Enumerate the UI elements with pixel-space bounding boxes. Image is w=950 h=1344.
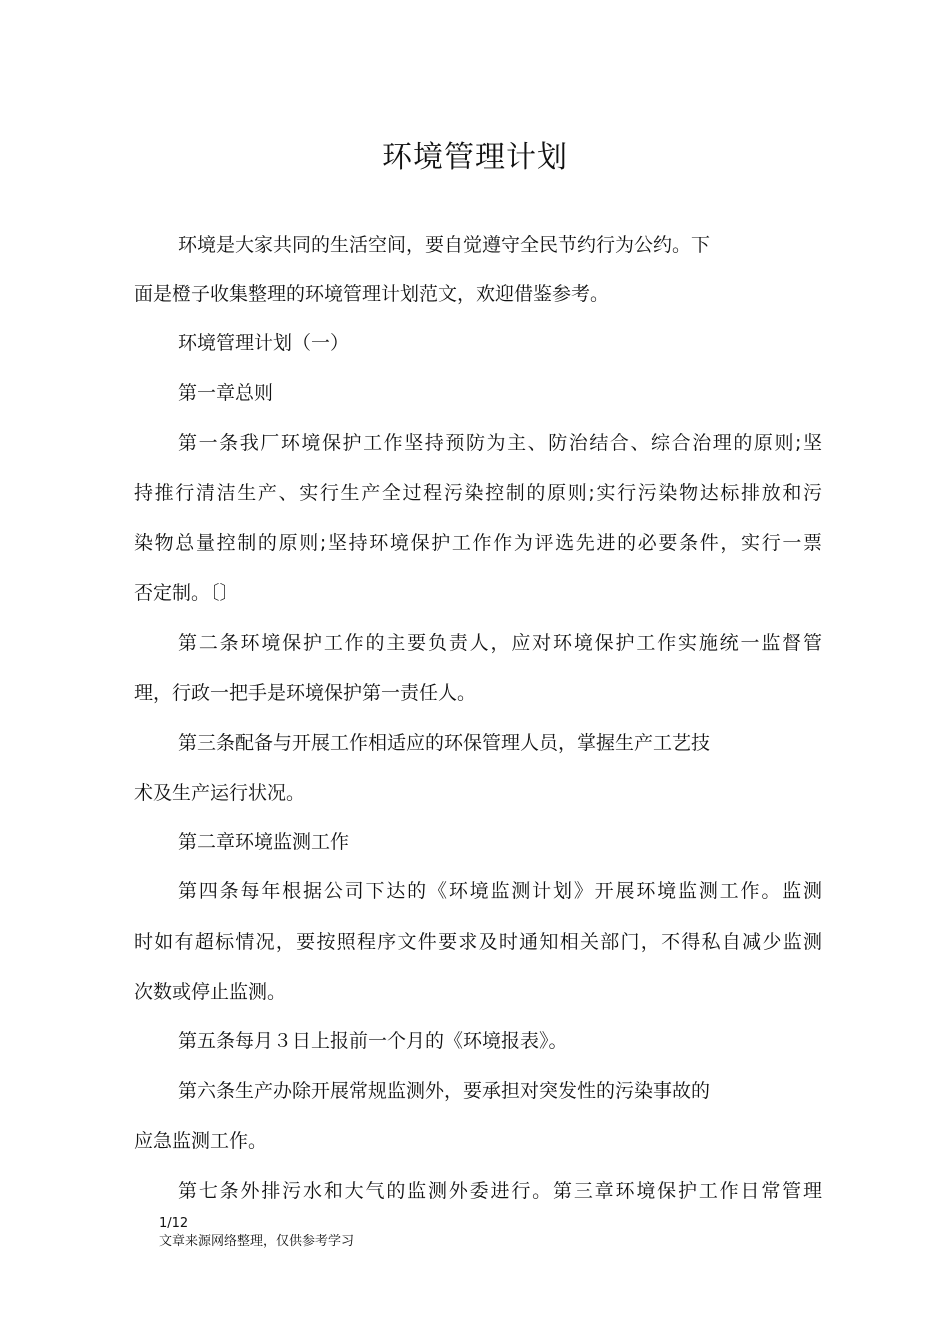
text-line: 应急监测工作。 [134, 1130, 268, 1152]
text-line: 时如有超标情况，要按照程序文件要求及时通知相关部门，不得私自减少监测 [134, 931, 822, 953]
section-heading: 环境管理计划（一） [178, 332, 350, 354]
chapter-heading: 第一章总则 [178, 382, 274, 404]
page-number: 1/12 [159, 1216, 189, 1231]
text-line: 第三条配备与开展工作相适应的环保管理人员，掌握生产工艺技 [178, 732, 711, 754]
text-line: 第五条每月３日上报前一个月的《环境报表》。 [178, 1030, 568, 1052]
text-line: 理，行政一把手是环境保护第一责任人。 [134, 682, 477, 704]
document-title: 环境管理计划 [382, 140, 568, 175]
chapter-heading: 第二章环境监测工作 [178, 831, 350, 853]
text-line: 染物总量控制的原则;坚持环境保护工作作为评选先进的必要条件，实行一票 [134, 532, 822, 554]
text-line: 术及生产运行状况。 [134, 782, 306, 804]
text-line: 持推行清洁生产、实行生产全过程污染控制的原则;实行污染物达标排放和污 [134, 482, 822, 504]
text-line: 环境是大家共同的生活空间，要自觉遵守全民节约行为公约。下 [178, 234, 711, 256]
text-line: 第七条外排污水和大气的监测外委进行。第三章环境保护工作日常管理 [178, 1180, 822, 1202]
text-line: 第六条生产办除开展常规监测外，要承担对突发性的污染事故的 [178, 1080, 711, 1102]
footer-note: 文章来源网络整理，仅供参考学习 [159, 1234, 355, 1249]
text-line: 面是橙子收集整理的环境管理计划范文，欢迎借鉴参考。 [134, 283, 610, 305]
text-line: 次数或停止监测。 [134, 981, 287, 1003]
text-line: 否定制。〔〕 [134, 582, 239, 604]
text-line: 第二条环境保护工作的主要负责人，应对环境保护工作实施统一监督管 [178, 632, 822, 654]
text-line: 第一条我厂环境保护工作坚持预防为主、防治结合、综合治理的原则;坚 [178, 432, 822, 454]
text-line: 第四条每年根据公司下达的《环境监测计划》开展环境监测工作。监测 [178, 880, 822, 902]
